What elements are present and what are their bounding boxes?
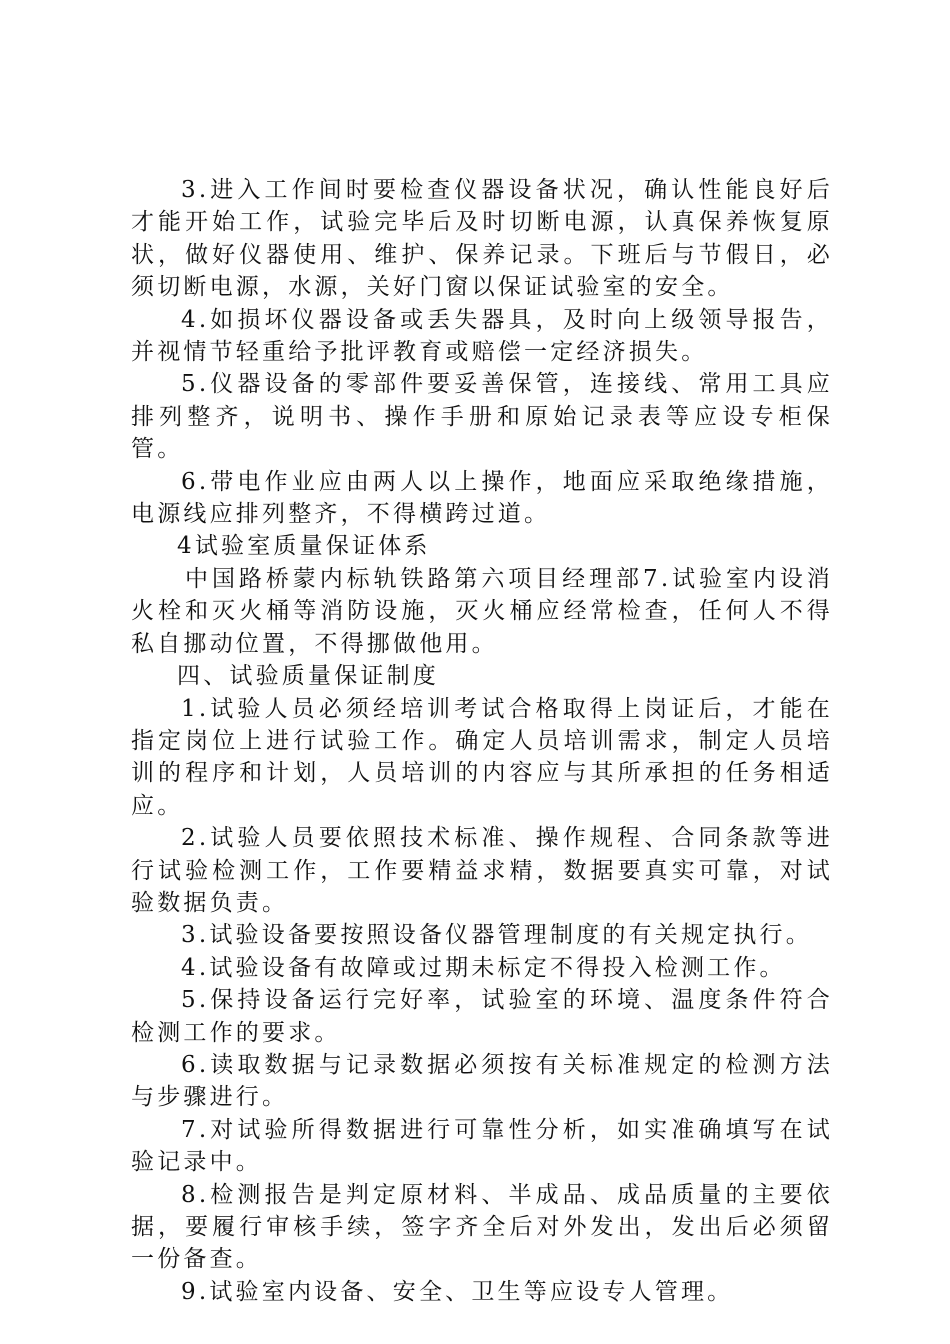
paragraph-rule-9-management: 9.试验室内设备、安全、卫生等应设专人管理。 bbox=[181, 1278, 734, 1305]
paragraph-item-3-equipment-check: 3.进入工作间时要检查仪器设备状况，确认性能良好后才能开始工作，试验完毕后及时切断电源，认真保养恢复原状，做好仪器使用、维护、保养记录。下班后与节假日，必须切断电源，水源，关好门窗以保证试验室的安全。 bbox=[131, 177, 833, 301]
paragraph-item-7-fire-safety: 中国路桥蒙内标轨铁路第六项目经理部7.试验室内设消火栓和灭火桶等消防设施，灭火桶应经常检查，任何人不得私自挪动位置，不得挪做他用。 bbox=[131, 565, 833, 657]
paragraph-rule-4-faulty-equipment: 4.试验设备有故障或过期未标定不得投入检测工作。 bbox=[181, 954, 786, 981]
section-heading-quality-system: 4试验室质量保证体系 bbox=[177, 533, 431, 560]
paragraph-item-6-live-work: 6.带电作业应由两人以上操作，地面应采取绝缘措施，电源线应排列整齐，不得横跨过道。 bbox=[131, 468, 833, 528]
paragraph-rule-3-equipment-rules: 3.试验设备要按照设备仪器管理制度的有关规定执行。 bbox=[181, 922, 812, 949]
paragraph-rule-6-data-reading: 6.读取数据与记录数据必须按有关标准规定的检测方法与步骤进行。 bbox=[131, 1051, 833, 1111]
paragraph-item-5-parts-storage: 5.仪器设备的零部件要妥善保管，连接线、常用工具应排列整齐，说明书、操作手册和原始记录表等应设专柜保管。 bbox=[131, 371, 833, 463]
paragraph-rule-8-test-report: 8.检测报告是判定原材料、半成品、成品质量的主要依据，要履行审核手续，签字齐全后对外发出，发出后必须留一份备查。 bbox=[131, 1181, 833, 1273]
paragraph-rule-5-environment: 5.保持设备运行完好率，试验室的环境、温度条件符合检测工作的要求。 bbox=[131, 987, 833, 1046]
paragraph-rule-7-data-analysis: 7.对试验所得数据进行可靠性分析，如实准确填写在试验记录中。 bbox=[131, 1116, 833, 1176]
paragraph-rule-2-standards: 2.试验人员要依照技术标准、操作规程、合同条款等进行试验检测工作，工作要精益求精，数据要真实可靠，对试验数据负责。 bbox=[131, 825, 833, 916]
paragraph-rule-1-training: 1.试验人员必须经培训考试合格取得上岗证后，才能在指定岗位上进行试验工作。确定人员培训需求，制定人员培训的程序和计划，人员培训的内容应与其所承担的任务相适应。 bbox=[131, 695, 833, 819]
document-body bbox=[131, 174, 833, 1308]
paragraph-item-4-damage-report: 4.如损坏仪器设备或丢失器具，及时向上级领导报告，并视情节轻重给予批评教育或赔偿一定经济损失。 bbox=[131, 306, 833, 366]
section-heading-quality-rules: 四、试验质量保证制度 bbox=[177, 663, 439, 690]
